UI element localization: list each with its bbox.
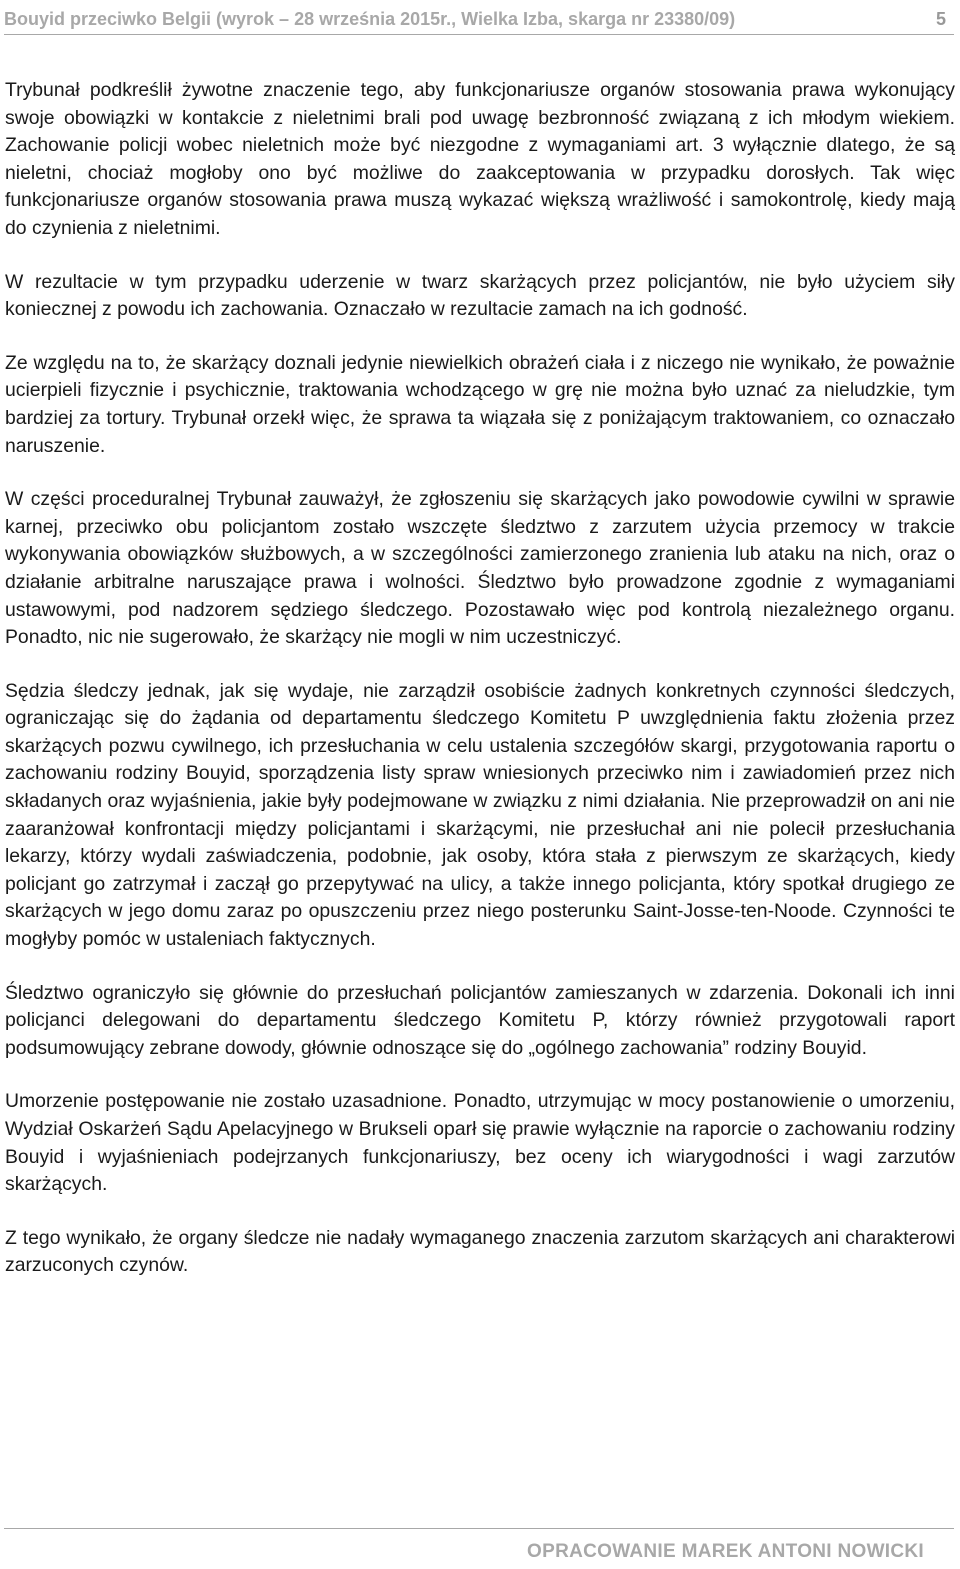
header-title: Bouyid przeciwko Belgii (wyrok – 28 września 2015r., Wielka Izba, skarga nr 23380/09) (4, 8, 736, 29)
page-number: 5 (935, 8, 946, 29)
paragraph: Ze względu na to, że skarżący doznali jedynie niewielkich obrażeń ciała i z niczego nie wynikało, że poważnie ucierpieli fizycznie i psychicznie, traktowania wchodzącego w grę nie można było uznać za nieludzkie, tym bardziej za tortury. Trybunał orzekł więc, że sprawa ta wiązała się z poniżającym traktowaniem, co oznaczało naruszenie. (5, 351, 955, 457)
paragraph: W części proceduralnej Trybunał zauważył, że zgłoszeniu się skarżących jako powodowie cywilni w sprawie karnej, przeciwko obu policjantom zostało wszczęte śledztwo z zarzutem użycia przemocy w trakcie wykonywania obowiązków służbowych, a w szczególności zamierzonego zranienia lub ataku na nich, oraz o działanie arbitralne naruszające prawa i wolności. Śledztwo było prowadzone zgodnie z wymaganiami ustawowymi, pod nadzorem sędziego śledczego. Pozostawało więc pod kontrolą niezależnego organu. Ponadto, nic nie sugerowało, że skarżący nie mogli w nim uczestniczyć. (5, 488, 955, 649)
footer-author: OPRACOWANIE MAREK ANTONI NOWICKI (527, 1541, 924, 1562)
document-body (5, 77, 955, 1306)
paragraph: Z tego wynikało, że organy śledcze nie nadały wymaganego znaczenia zarzutom skarżących ani charakterowi zarzuconych czynów. (5, 1226, 955, 1277)
paragraph: Umorzenie postępowanie nie zostało uzasadnione. Ponadto, utrzymując w mocy postanowienie o umorzeniu, Wydział Oskarżeń Sądu Apelacyjnego w Brukseli oparł się prawie wyłącznie na raporcie o zachowaniu rodziny Bouyid i wyjaśnieniach podejrzanych funkcjonariuszy, bez oceny ich wiarygodności i wagi zarzutów skarżących. (5, 1090, 955, 1196)
paragraph: Trybunał podkreślił żywotne znaczenie tego, aby funkcjonariusze organów stosowania prawa wykonujący swoje obowiązki w kontakcie z nieletnimi brali pod uwagę bezbronność związaną z ich młodym wiekiem. Zachowanie policji wobec nieletnich może być niezgodne z wymaganiami art. 3 wyłącznie dlatego, że są nieletni, chociaż mogłoby ono być możliwe do zaakceptowania w przypadku dorosłych. Tak więc funkcjonariusze organów stosowania prawa muszą wykazać większą wrażliwość i samokontrolę, kiedy mają do czynienia z nieletnimi. (5, 79, 955, 239)
paragraph: W rezultacie w tym przypadku uderzenie w twarz skarżących przez policjantów, nie było użyciem siły koniecznej z powodu ich zachowania. Oznaczało w rezultacie zamach na ich godność. (5, 270, 955, 321)
paragraph: Sędzia śledczy jednak, jak się wydaje, nie zarządził osobiście żadnych konkretnych czynności śledczych, ograniczając się do żądania od departamentu śledczego Komitetu P uwzględnienia faktu złożenia przez skarżących pozwu cywilnego, ich przesłuchania w celu ustalenia szczegółów skargi, przygotowania raportu o zachowaniu rodziny Bouyid, sporządzenia listy spraw wniesionych przeciwko nim i zawiadomień przez nich składanych oraz wyjaśnienia, jakie były podejmowane w związku z nimi działania. Nie przeprowadził on ani nie zaaranżował konfrontacji między policjantami i skarżącymi, nie przesłuchał ani nie polecił przesłuchania lekarzy, którzy wydali zaświadczenia, podobnie, jak osoby, która stała z pierwszym ze skarżących, kiedy policjant go zatrzymał i zaczął go przepytywać na ulicy, a także innego policjanta, który spotkał drugiego ze skarżących w jego domu zaraz po opuszczeniu przez niego posterunku Saint-Josse-ten-Noode. Czynności te mogłyby pomóc w ustaleniach faktycznych. (5, 679, 955, 951)
paragraph: Śledztwo ograniczyło się głównie do przesłuchań policjantów zamieszanych w zdarzenia. Dokonali ich inni policjanci delegowani do departamentu śledczego Komitetu P, którzy również przygotowali raport podsumowujący zebrane dowody, głównie odnoszące się do „ogólnego zachowania” rodziny Bouyid. (5, 981, 955, 1059)
page-footer (4, 1528, 954, 1563)
page-header (4, 4, 954, 35)
